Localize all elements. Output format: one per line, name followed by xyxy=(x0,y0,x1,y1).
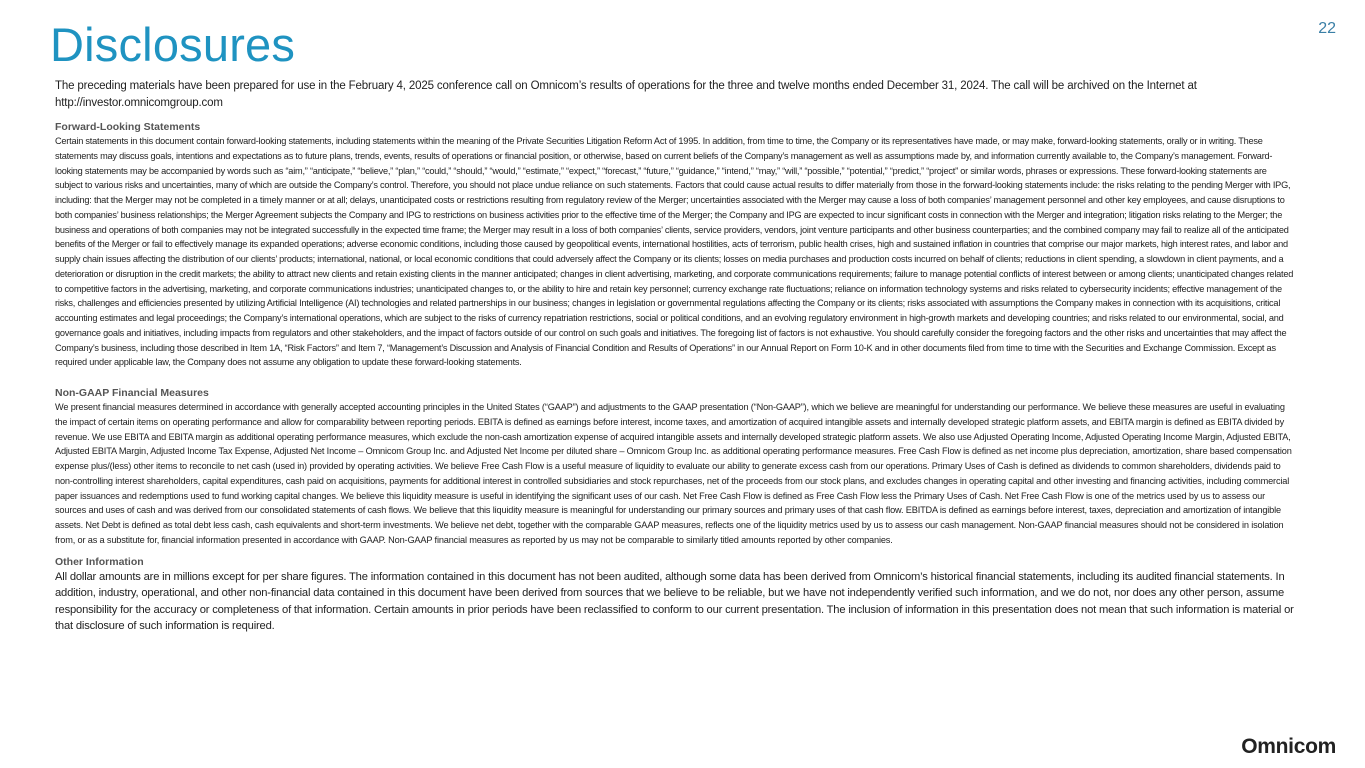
page-title: Disclosures xyxy=(50,18,296,71)
forward-looking-body: Certain statements in this document contain forward-looking statements, including statements within the meaning of the Private Securities Litigation Reform Act of 1995. In addition, from time to time, the Company or its representatives have made, or may make, forward-looking statements, orally or in writing. These statements may discuss goals, intentions and expectations as to future plans, trends, events, results of operations or financial position, or otherwise, based on current beliefs of the Company’s management as well as assumptions made by, and information currently available to, the Company’s management. Forward-looking statements may be accompanied by words such as “aim,” “anticipate,” “believe,” “plan,” “could,” “should,” “would,” “estimate,” “expect,” “forecast,” “future,” “guidance,” “intend,” “may,” “will,” “possible,” “potential,” “predict,” “project” or similar words, phrases or expressions. These forward-looking statements are subject to various risks and uncertainties, many of which are outside the Company’s control. Therefore, you should not place undue reliance on such statements. Factors that could cause actual results to differ materially from those in the forward-looking statements include: the risks relating to the pending Merger with IPG, including: that the Merger may not be completed in a timely manner or at all; delays, unanticipated costs or restrictions resulting from regulatory review of the Merger; uncertainties associated with the Merger may cause a loss of both companies’ management personnel and other key employees, and cause disruptions to both companies’ business relationships; the Merger Agreement subjects the Company and IPG to restrictions on business activities prior to the effective time of the Merger; the Company and IPG are expected to incur significant costs in connection with the Merger and integration; litigation risks relating to the Merger; the business and operations of both companies may not be integrated successfully in the expected time frame; the Merger may result in a loss of both companies’ clients, service providers, vendors, joint venture participants and other business counterparties; and the combined company may fail to realize all of the anticipated benefits of the Merger or fail to effectively manage its expanded operations; adverse economic conditions, including those caused by geopolitical events, international hostilities, acts of terrorism, public health crises, high and sustained inflation in countries that comprise our major markets, high interest rates, and labor and supply chain issues affecting the distribution of our clients’ products; international, national, or local economic conditions that could adversely affect the Company or its clients; losses on media purchases and production costs incurred on behalf of clients; reductions in client spending, a slowdown in client payments, and a deterioration or disruption in the credit markets; the ability to attract new clients and retain existing clients in the manner anticipated; changes in client advertising, marketing, and corporate communications requirements; failure to manage potential conflicts of interest between or among clients; unanticipated changes related to competitive factors in the advertising, marketing, and corporate communications industries; unanticipated changes to, or the ability to hire and retain key personnel; currency exchange rate fluctuations; reliance on information technology systems and risks related to cybersecurity incidents; effective management of the risks, challenges and efficiencies presented by utilizing Artificial Intelligence (AI) technologies and related partnerships in our business; changes in legislation or governmental regulations affecting the Company or its clients; risks associated with assumptions the Company makes in connection with its acquisitions, critical accounting estimates and legal proceedings; the Company’s international operations, which are subject to the risks of currency repatriation restrictions, social or political conditions, and an evolving regulatory environment in high-growth markets and developing countries; and risks related to our environmental, social, and governance goals and initiatives, including impacts from regulators and other stakeholders, and the impact of factors outside of our control on such goals and initiatives. The foregoing list of factors is not exhaustive. You should carefully consider the foregoing factors and the other risks and uncertainties that may affect the Company’s business, including those described in Item 1A, “Risk Factors” and Item 7, “Management’s Discussion and Analysis of Financial Condition and Results of Operations” in our Annual Report on Form 10-K and in other documents filed from time to time with the Securities and Exchange Commission. Except as required under applicable law, the Company does not assume any obligation to update these forward-looking statements. xyxy=(55,136,1294,368)
disclosures-content xyxy=(55,78,1295,635)
non-gaap-section xyxy=(55,386,1295,548)
omnicom-logo: Omnicom xyxy=(1241,735,1336,758)
other-information-body: All dollar amounts are in millions except for per share figures. The information contained in this document has not been audited, although some data has been derived from Omnicom’s historical financial statements, including its audited financial statements. In addition, industry, operational, and other non-financial data contained in this document have been derived from sources that we believe to be reliable, but we have not independently verified such information, and we do not, nor does any other person, assume responsibility for the accuracy or completeness of that information. Certain amounts in prior periods have been reclassified to conform to our current presentation. The inclusion of information in this presentation does not mean that such information is material or that disclosure of such information is required. xyxy=(55,570,1294,632)
non-gaap-body: We present financial measures determined in accordance with generally accepted accounting principles in the United States (“GAAP”) and adjustments to the GAAP presentation (“Non-GAAP”), which we believe are meaningful for understanding our performance. We believe these measures are useful in evaluating the impact of certain items on operating performance and allow for comparability between reporting periods. EBITA is defined as earnings before interest, income taxes, and amortization of acquired intangible assets and internally developed strategic platform assets, and EBITA margin is defined as EBITA divided by revenue. We use EBITA and EBITA margin as additional operating performance measures, which exclude the non-cash amortization expense of acquired intangible assets and internally developed strategic platform assets. We also use Adjusted Operating Income, Adjusted Operating Income Margin, Adjusted EBITA, Adjusted EBITA Margin, Adjusted Income Tax Expense, Adjusted Net Income – Omnicom Group Inc. and Adjusted Net Income per diluted share – Omnicom Group Inc. as additional operating performance measures. Free Cash Flow is defined as net income plus depreciation, amortization, share based compensation expense plus/(less) other items to reconcile to net cash (used in) provided by operating activities. We believe Free Cash Flow is a useful measure of liquidity to evaluate our ability to generate excess cash from our operations. Primary Uses of Cash is defined as dividends to common shareholders, dividends paid to non-controlling interest shareholders, capital expenditures, cash paid on acquisitions, payments for additional interest in controlled subsidiaries and stock repurchases, net of the proceeds from our stock plans, and excludes changes in operating capital and other investing and financing activities, including commercial paper issuances and redemptions used to fund working capital changes. We believe this liquidity measure is useful in identifying the significant uses of our cash. Net Free Cash Flow is defined as Free Cash Flow less the Primary Uses of Cash. Net Free Cash Flow is one of the metrics used by us to assess our sources and uses of cash and was derived from our consolidated statements of cash flows. We believe that this liquidity measure is meaningful for understanding our primary sources and primary uses of that cash flow. EBITDA is defined as earnings before interest, taxes, depreciation and amortization of intangible assets. Net Debt is defined as total debt less cash, cash equivalents and short-term investments. We believe net debt, together with the comparable GAAP measures, reflects one of the liquidity metrics used by us to assess our cash management. Non-GAAP financial measures should not be considered in isolation from, or as a substitute for, financial information presented in accordance with GAAP. Non-GAAP financial measures as reported by us may not be comparable to similarly titled amounts reported by other companies. xyxy=(55,402,1292,545)
intro-paragraph: The preceding materials have been prepared for use in the February 4, 2025 conference call on Omnicom’s results of operations for the three and twelve months ended December 31, 2024. The call will be archived on the Internet at http://investor.omnicomgroup.com xyxy=(55,80,1197,109)
non-gaap-heading: Non-GAAP Financial Measures xyxy=(55,387,209,399)
forward-looking-heading: Forward-Looking Statements xyxy=(55,121,201,133)
page-number: 22 xyxy=(1318,20,1336,37)
other-information-heading: Other Information xyxy=(55,555,144,568)
forward-looking-section xyxy=(55,120,1295,370)
other-information-section xyxy=(55,555,1295,635)
